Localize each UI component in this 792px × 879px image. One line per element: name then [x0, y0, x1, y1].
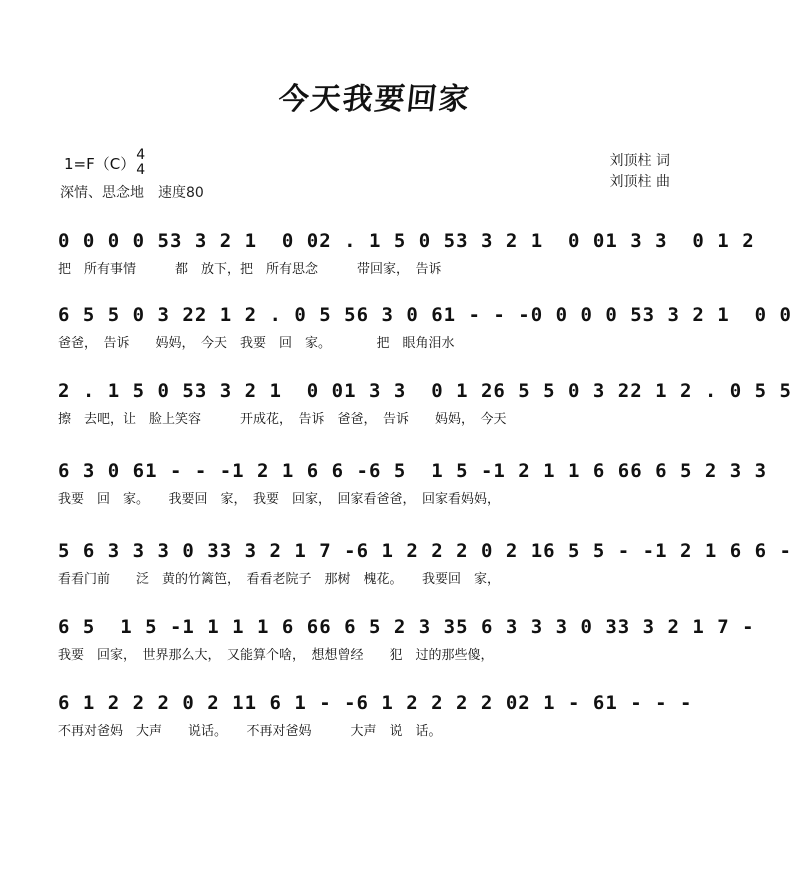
measure: 1 6 1 - -: [244, 692, 357, 714]
measure: 3 3 2 1 0 0: [642, 304, 792, 326]
measure: 6 5 5 0 3 2: [58, 304, 195, 326]
measure: 6 5 1 5 -: [369, 460, 494, 482]
measure: 6 3 0 6: [58, 460, 146, 482]
measure: 3 3 2 1 0 0: [456, 230, 606, 252]
lyricist-credit: 刘顶柱 词: [609, 153, 670, 169]
measure: 6 1 2 2 2 0 2 1: [356, 540, 544, 562]
measure: 2 . 1 5 0 5: [58, 380, 195, 402]
notes-line: [58, 688, 693, 714]
measure: 3 3 2 1 0 0: [169, 230, 320, 252]
composer-credit: 刘顶柱 曲: [609, 174, 670, 190]
measure: 2 . 1 5 0 5: [319, 230, 457, 252]
measure: 2 1 2 . 0 5 5: [194, 304, 357, 326]
measure: 1 1 1 1 6 6: [182, 616, 320, 638]
lyrics-line: 看看门前 泛 黄的竹篱笆， 看看老院子 那树 槐花。 我要回 家，: [58, 572, 501, 587]
measure: 3 3 2 1 7 -: [617, 616, 755, 638]
lyrics-line: 把 所有事情 都 放下，把 所有思念 带回家， 告诉: [58, 262, 442, 277]
lyrics-line: 擦 去吧，让 脸上笑容 开成花， 告诉 爸爸， 告诉 妈妈， 今天: [58, 412, 507, 427]
measure: 6 5 1 5 -: [58, 616, 183, 638]
key-label: 1=F（C）: [64, 154, 136, 173]
lyrics-line: 我要 回 家。 我要回 家， 我要 回家， 回家看爸爸， 回家看妈妈，: [58, 492, 501, 507]
lyrics-line: 不再对爸妈 大声 说话。 不再对爸妈 大声 说 话。: [58, 724, 442, 739]
measure: 0 0 0 0 5: [58, 230, 170, 252]
measure: 3 3 2 1 7 -: [219, 540, 357, 562]
lyrics-line: 爸爸， 告诉 妈妈， 今天 我要 回 家。 把 眼角泪水: [58, 336, 455, 351]
time-signature-bottom: 4: [136, 162, 146, 178]
staff-row-1: [58, 226, 755, 277]
measure: 6 5 5 - -: [543, 540, 656, 562]
notes-line: [58, 226, 755, 252]
measure: 6 1 2 2 2 2 0: [356, 692, 519, 714]
notes-line: [58, 456, 768, 482]
measure: 6 3 0 6: [356, 304, 444, 326]
measure: 2 1 - 6: [518, 692, 606, 714]
measure: 5 6 3 3 3 0 3: [456, 616, 618, 638]
notes-line: [58, 612, 755, 638]
measure: 1 - - -: [605, 692, 693, 714]
time-signature-top: 4: [136, 147, 146, 163]
song-title: 今天我要回家: [276, 82, 473, 117]
time-signature: [136, 148, 145, 178]
measure: 3 3 2 1 0 0: [194, 380, 345, 402]
staff-row-2: [58, 300, 792, 351]
measure: 1 3 3 0 1 2: [605, 230, 755, 252]
notes-line: [58, 536, 792, 562]
lyrics-line: 我要 回家， 世界那么大， 又能算个啥， 想想曾经 犯 过的那些傻，: [58, 648, 494, 663]
notes-line: [58, 300, 792, 326]
measure: 1 - - -: [443, 304, 531, 326]
measure: 6 5 5 0 3 2: [493, 380, 631, 402]
measure: 6 6 5 2 3 3: [630, 460, 768, 482]
staff-row-3: [58, 376, 792, 427]
staff-row-5: [58, 536, 792, 587]
tempo-marking: 深情、思念地 速度80: [60, 185, 204, 201]
measure: 1 2 1 6 6 -: [232, 460, 369, 482]
staff-row-4: [58, 456, 768, 507]
staff-row-6: [58, 612, 755, 663]
measure: 0 0 0 0 5: [530, 304, 643, 326]
staff-row-7: [58, 688, 693, 739]
measure: 1 3 3 0 1 2: [344, 380, 494, 402]
measure: 5 6 3 3 3 0 3: [58, 540, 220, 562]
measure: 1 - - -: [145, 460, 233, 482]
measure: 6 6 5 2 3 3: [319, 616, 457, 638]
key-signature: [64, 148, 145, 178]
measure: 1 2 1 6 6 -: [655, 540, 792, 562]
notes-line: [58, 376, 792, 402]
measure: 6 1 2 2 2 0 2 1: [58, 692, 245, 714]
measure: 2 1 2 . 0 5 5: [630, 380, 792, 402]
measure: 1 2 1 1 6 6: [493, 460, 631, 482]
